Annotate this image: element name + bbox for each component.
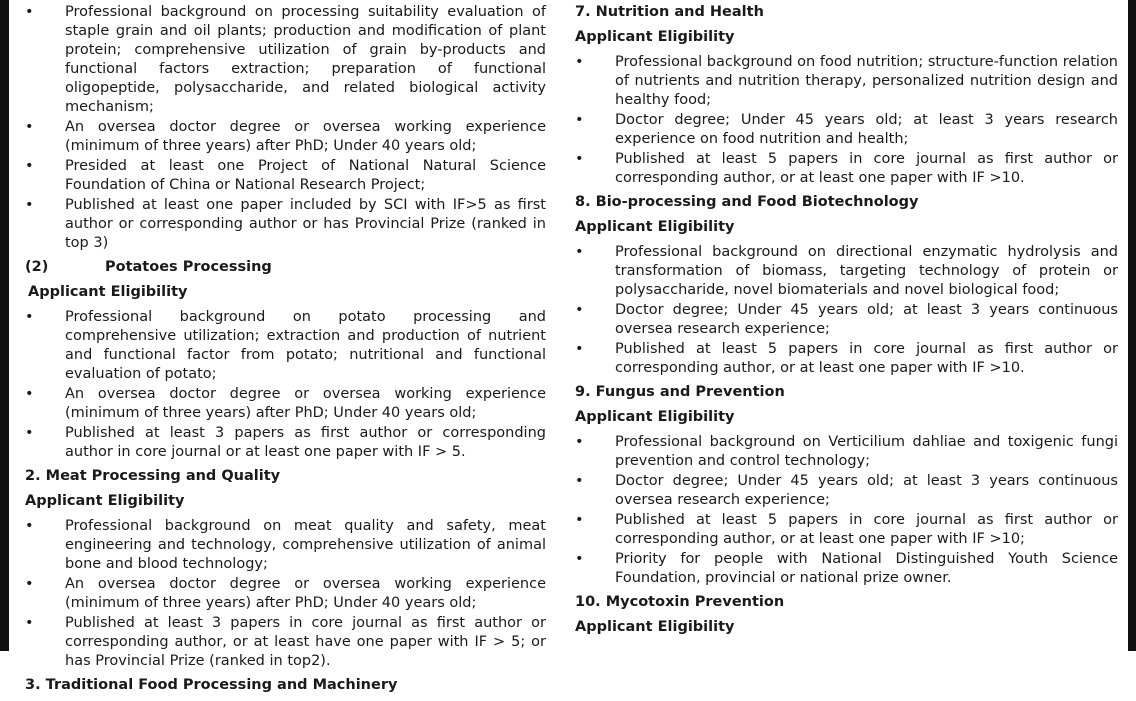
section-heading-bioprocessing: 8. Bio-processing and Food Biotechnology: [575, 194, 919, 210]
section-heading-potatoes: (2) Potatoes Processing: [25, 259, 272, 275]
bullet-icon: •: [575, 54, 584, 70]
list-item: • Published at least 5 papers in core journal as first author or corresponding author, or at least one paper with IF >10;: [575, 512, 1118, 547]
bullet-icon: •: [25, 309, 34, 325]
right-column: [575, 3, 1118, 643]
eligibility-heading: Applicant Eligibility: [575, 409, 735, 425]
list-item: • Professional background on potato processing and comprehensive utilization; extraction and production of nutrient and functional factor from potato; nutritional and functional evaluation of potato;: [25, 309, 546, 382]
section-heading-fungus: 9. Fungus and Prevention: [575, 384, 785, 400]
list-item: • Professional background on meat quality and safety, meat engineering and technology, comprehensive utilization of animal bone and blood technology;: [25, 518, 546, 572]
bullet-icon: •: [575, 151, 584, 167]
eligibility-heading: Applicant Eligibility: [25, 493, 185, 509]
bullet-icon: •: [575, 551, 584, 567]
eligibility-heading: Applicant Eligibility: [28, 284, 188, 300]
eligibility-heading: Applicant Eligibility: [575, 29, 735, 45]
section-heading-meat: 2. Meat Processing and Quality: [25, 468, 281, 484]
bullet-icon: •: [575, 302, 584, 318]
list-item: • Published at least 5 papers in core journal as first author or corresponding author, or at least one paper with IF >10.: [575, 151, 1118, 186]
bullet-icon: •: [575, 434, 584, 450]
list-item: • Doctor degree; Under 45 years old; at least 3 years research experience on food nutrition and health;: [575, 112, 1118, 147]
bullet-icon: •: [25, 4, 34, 20]
page-border-left: [0, 0, 9, 651]
list-item: • Presided at least one Project of National Natural Science Foundation of China or National Research Project;: [25, 158, 546, 193]
section-heading-nutrition: 7. Nutrition and Health: [575, 4, 764, 20]
list-item: • Published at least 3 papers as first author or corresponding author in core journal or at least one paper with IF > 5.: [25, 425, 546, 460]
list-item: • Professional background on food nutrition; structure-function relation of nutrients and nutrition therapy, personalized nutrition design and healthy food;: [575, 54, 1118, 108]
list-item: • Priority for people with National Distinguished Youth Science Foundation, provincial or national prize owner.: [575, 551, 1118, 586]
list-item: • Published at least one paper included by SCI with IF>5 as first author or corresponding author or has Provincial Prize (ranked in top 3): [25, 197, 546, 251]
bullet-icon: •: [25, 576, 34, 592]
list-item: • An oversea doctor degree or oversea working experience (minimum of three years) after PhD; Under 40 years old;: [25, 576, 546, 611]
list-item: • Published at least 5 papers in core journal as first author or corresponding author, or at least one paper with IF >10.: [575, 341, 1118, 376]
bullet-icon: •: [575, 341, 584, 357]
list-item: • An oversea doctor degree or oversea working experience (minimum of three years) after PhD; Under 40 years old;: [25, 119, 546, 154]
page-border-right: [1128, 0, 1136, 651]
eligibility-heading: Applicant Eligibility: [575, 619, 735, 635]
bullet-icon: •: [575, 244, 584, 260]
bullet-icon: •: [25, 197, 34, 213]
bullet-icon: •: [25, 615, 34, 631]
bullet-icon: •: [25, 158, 34, 174]
list-item: • Doctor degree; Under 45 years old; at least 3 years continuous oversea research experience;: [575, 302, 1118, 337]
list-item: • Professional background on processing suitability evaluation of staple grain and oil plants; production and modification of plant protein; comprehensive utilization of grain by-products and functional factors extraction; preparation of functional oligopeptide, polysaccharide, and related biological activity mechanism;: [25, 4, 546, 115]
bullet-icon: •: [575, 512, 584, 528]
list-item: • Published at least 3 papers in core journal as first author or corresponding author, or at least have one paper with IF > 5; or has Provincial Prize (ranked in top2).: [25, 615, 546, 669]
eligibility-heading: Applicant Eligibility: [575, 219, 735, 235]
list-item: • An oversea doctor degree or oversea working experience (minimum of three years) after PhD; Under 40 years old;: [25, 386, 546, 421]
list-item: • Doctor degree; Under 45 years old; at least 3 years continuous oversea research experience;: [575, 473, 1118, 508]
bullet-icon: •: [575, 112, 584, 128]
bullet-icon: •: [25, 425, 34, 441]
left-column: [25, 3, 546, 701]
section-heading-mycotoxin: 10. Mycotoxin Prevention: [575, 594, 785, 610]
bullet-icon: •: [25, 119, 34, 135]
bullet-icon: •: [575, 473, 584, 489]
bullet-icon: •: [25, 386, 34, 402]
list-item: • Professional background on Verticilium dahliae and toxigenic fungi prevention and control technology;: [575, 434, 1118, 469]
section-heading-traditional: 3. Traditional Food Processing and Machinery: [25, 677, 398, 693]
bullet-icon: •: [25, 518, 34, 534]
list-item: • Professional background on directional enzymatic hydrolysis and transformation of biomass, targeting technology of protein or polysaccharide, novel biomaterials and novel biological food;: [575, 244, 1118, 298]
